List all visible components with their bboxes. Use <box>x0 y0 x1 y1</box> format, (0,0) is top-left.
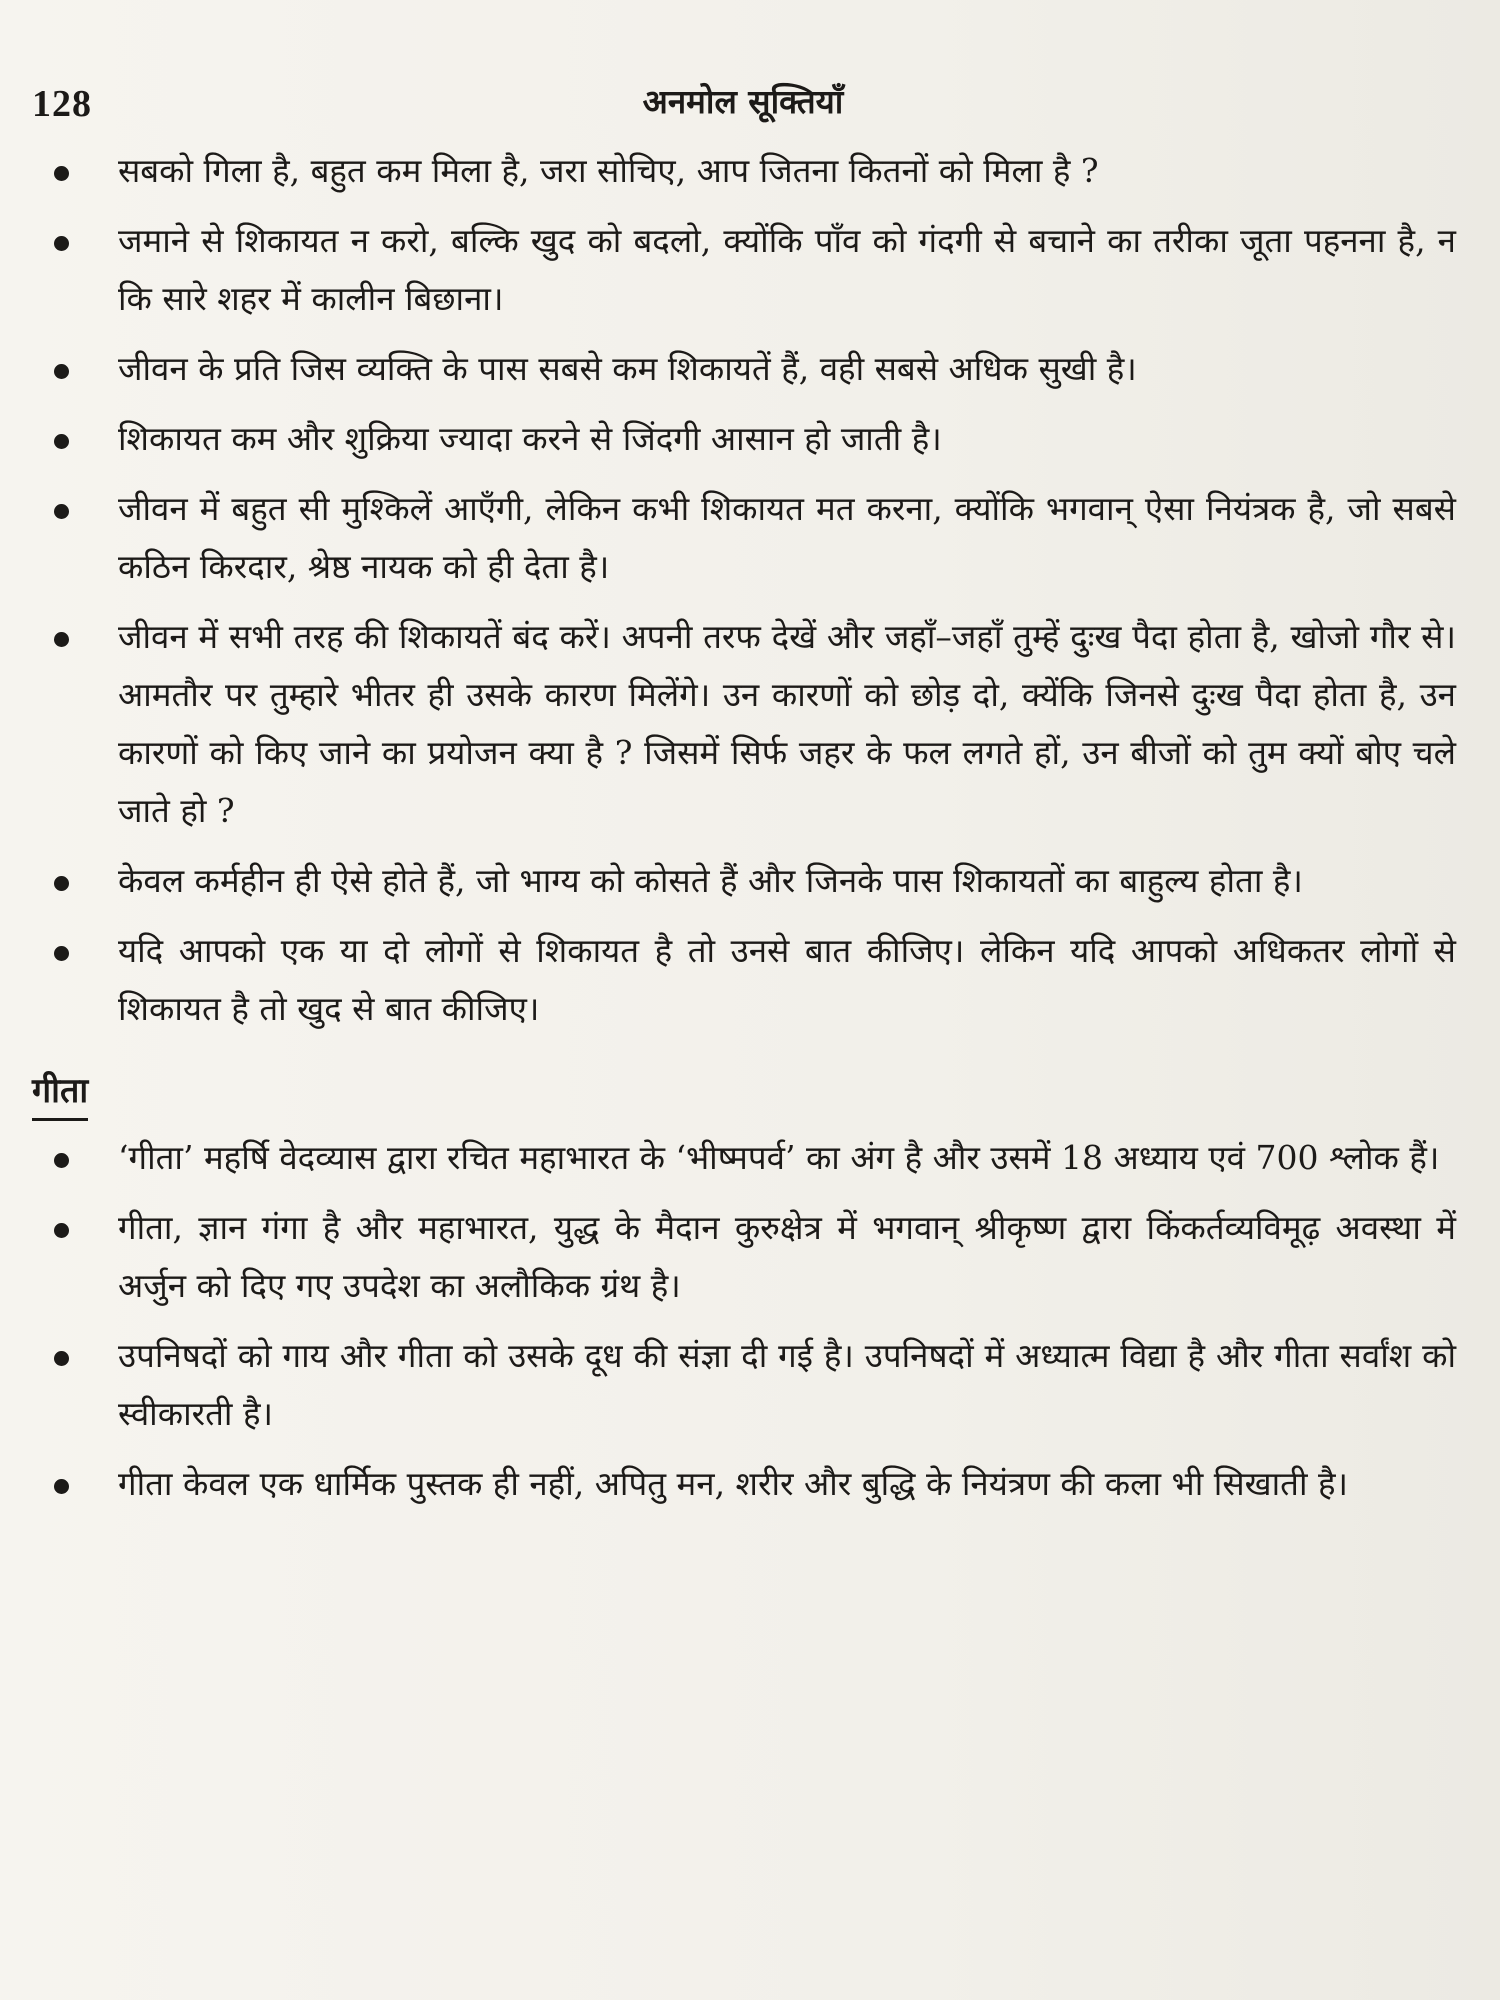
quote-item <box>30 852 1456 910</box>
bullet-icon <box>54 1153 69 1168</box>
bullet-icon <box>54 1479 69 1494</box>
quote-item <box>30 340 1456 398</box>
bullet-icon <box>54 364 69 379</box>
quote-text: सबको गिला है, बहुत कम मिला है, जरा सोचिए, आप जितना कितनों को मिला है ? <box>118 151 1099 190</box>
quote-item <box>30 608 1456 840</box>
bullet-icon <box>54 1351 69 1366</box>
bullet-icon <box>54 1223 69 1238</box>
quote-text: जीवन में सभी तरह की शिकायतें बंद करें। अपनी तरफ देखें और जहाँ–जहाँ तुम्हें दुःख पैदा होता है, खोजो गौर से। आमतौर पर तुम्हारे भीतर ही उसके कारण मिलेंगे। उन कारणों को छोड़ दो, क्येंकि जिनसे दुःख पैदा होता है, उन कारणों को किए जाने का प्रयोजन क्या है ? जिसमें सिर्फ जहर के फल लगते हों, उन बीजों को तुम क्यों बोए चले जाते हो ? <box>118 617 1456 830</box>
quote-item <box>30 410 1456 468</box>
quote-text: जमाने से शिकायत न करो, बल्कि खुद को बदलो, क्योंकि पाँव को गंदगी से बचाने का तरीका जूता पहनना है, न कि सारे शहर में कालीन बिछाना। <box>118 221 1456 318</box>
bullet-icon <box>54 632 69 647</box>
quote-text: ‘गीता’ महर्षि वेदव्यास द्वारा रचित महाभारत के ‘भीष्मपर्व’ का अंग है और उसमें 18 अध्याय एवं 700 श्लोक हैं। <box>118 1138 1440 1177</box>
quote-item <box>30 212 1456 328</box>
section-heading-text: गीता <box>32 1066 88 1121</box>
quote-item <box>30 1129 1456 1187</box>
bullet-icon <box>54 166 69 181</box>
quote-text: गीता केवल एक धार्मिक पुस्तक ही नहीं, अपितु मन, शरीर और बुद्धि के नियंत्रण की कला भी सिखाती है। <box>118 1464 1349 1503</box>
quote-item <box>30 142 1456 200</box>
quote-text: यदि आपको एक या दो लोगों से शिकायत है तो उनसे बात कीजिए। लेकिन यदि आपको अधिकतर लोगों से शिकायत है तो खुद से बात कीजिए। <box>118 931 1456 1028</box>
page-header <box>30 78 1456 142</box>
quote-item <box>30 1327 1456 1443</box>
quote-item <box>30 1199 1456 1315</box>
bullet-icon <box>54 236 69 251</box>
bullet-icon <box>54 434 69 449</box>
section-heading-gita <box>32 1066 1456 1121</box>
quote-item <box>30 480 1456 596</box>
gita-quote-list <box>30 1129 1456 1513</box>
running-title: अनमोल सूक्तियाँ <box>642 82 844 121</box>
bullet-icon <box>54 876 69 891</box>
quote-text: जीवन के प्रति जिस व्यक्ति के पास सबसे कम शिकायतें हैं, वही सबसे अधिक सुखी है। <box>118 349 1137 388</box>
quote-text: जीवन में बहुत सी मुश्किलें आएँगी, लेकिन कभी शिकायत मत करना, क्योंकि भगवान् ऐसा नियंत्रक है, जो सबसे कठिन किरदार, श्रेष्ठ नायक को ही देता है। <box>118 489 1456 586</box>
bullet-icon <box>54 504 69 519</box>
quote-text: शिकायत कम और शुक्रिया ज्यादा करने से जिंदगी आसान हो जाती है। <box>118 419 942 458</box>
quote-text: गीता, ज्ञान गंगा है और महाभारत, युद्ध के मैदान कुरुक्षेत्र में भगवान् श्रीकृष्ण द्वारा किंकर्तव्यविमूढ़ अवस्था में अर्जुन को दिए गए उपदेश का अलौकिक ग्रंथ है। <box>118 1208 1456 1305</box>
page-number: 128 <box>32 83 92 125</box>
bullet-icon <box>54 946 69 961</box>
quote-text: केवल कर्महीन ही ऐसे होते हैं, जो भाग्य को कोसते हैं और जिनके पास शिकायतों का बाहुल्य होता है। <box>118 861 1303 900</box>
quote-text: उपनिषदों को गाय और गीता को उसके दूध की संज्ञा दी गई है। उपनिषदों में अध्यात्म विद्या है और गीता सर्वांश को स्वीकारती है। <box>118 1336 1456 1433</box>
quote-item <box>30 1455 1456 1513</box>
complaints-quote-list <box>30 142 1456 1038</box>
quote-item <box>30 922 1456 1038</box>
